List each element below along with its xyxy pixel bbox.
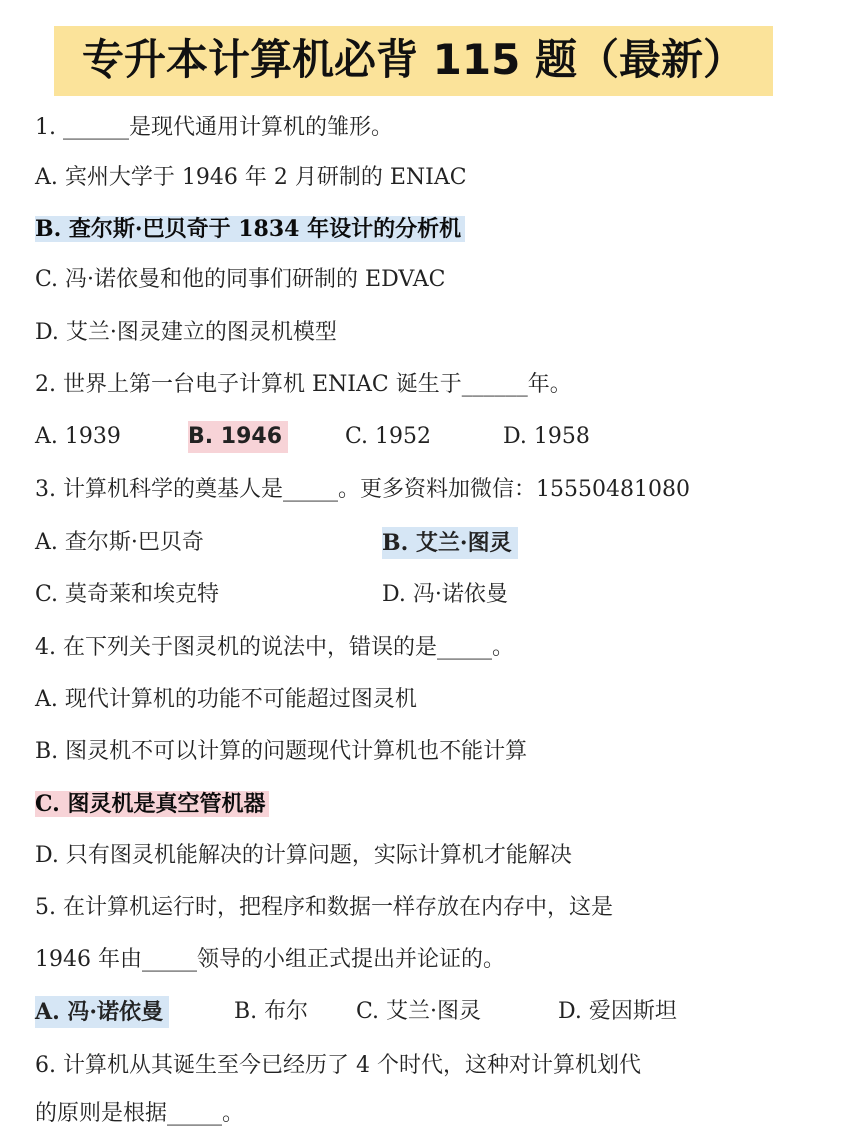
q2-option-d: D. 1958	[503, 424, 590, 449]
q1-option-c: C. 冯·诺依曼和他的同事们研制的 EDVAC	[35, 267, 446, 292]
q5-option-a-answer: A. 冯·诺依曼	[35, 996, 169, 1028]
q5-option-c: C. 艾兰·图灵	[356, 999, 482, 1024]
q6-stem-line1: 6. 计算机从其诞生至今已经历了 4 个时代，这种对计算机划代	[35, 1053, 641, 1078]
q5-option-d: D. 爱因斯坦	[558, 999, 677, 1024]
q2-option-c: C. 1952	[345, 424, 432, 449]
q4-option-b: B. 图灵机不可以计算的问题现代计算机也不能计算	[35, 739, 528, 764]
title-banner	[54, 26, 773, 96]
q4-stem: 4. 在下列关于图灵机的说法中，错误的是_____。	[35, 635, 514, 660]
q4-option-c-answer: C. 图灵机是真空管机器	[35, 791, 269, 817]
q2-option-b-answer: B. 1946	[188, 421, 288, 453]
q1-option-a: A. 宾州大学于 1946 年 2 月研制的 ENIAC	[35, 165, 467, 190]
q2-option-a: A. 1939	[35, 424, 121, 449]
q3-option-d: D. 冯·诺依曼	[382, 582, 508, 607]
q5-option-b: B. 布尔	[234, 999, 309, 1024]
q4-option-a: A. 现代计算机的功能不可能超过图灵机	[35, 687, 417, 712]
q1-option-b-container	[35, 213, 465, 246]
q1-option-b-answer: B. 查尔斯·巴贝奇于 1834 年设计的分析机	[35, 216, 465, 242]
q5-stem-line1: 5. 在计算机运行时，把程序和数据一样存放在内存中，这是	[35, 895, 613, 920]
q5-stem-line2: 1946 年由_____领导的小组正式提出并论证的。	[35, 947, 505, 972]
q3-stem: 3. 计算机科学的奠基人是_____。更多资料加微信：15550481080	[35, 477, 690, 502]
q4-option-d: D. 只有图灵机能解决的计算问题，实际计算机才能解决	[35, 843, 572, 868]
q3-option-a: A. 查尔斯·巴贝奇	[35, 530, 204, 555]
q2-stem: 2. 世界上第一台电子计算机 ENIAC 诞生于______年。	[35, 372, 572, 397]
q3-option-c: C. 莫奇莱和埃克特	[35, 582, 220, 607]
q4-option-c-container	[35, 788, 269, 821]
q6-stem-line2: 的原则是根据_____。	[35, 1101, 245, 1126]
q3-option-b-answer: B. 艾兰·图灵	[382, 527, 518, 559]
page-title: 专升本计算机必背 115 题（最新）	[82, 35, 745, 84]
q1-stem: 1. ______是现代通用计算机的雏形。	[35, 115, 393, 140]
q1-option-d: D. 艾兰·图灵建立的图灵机模型	[35, 320, 337, 345]
